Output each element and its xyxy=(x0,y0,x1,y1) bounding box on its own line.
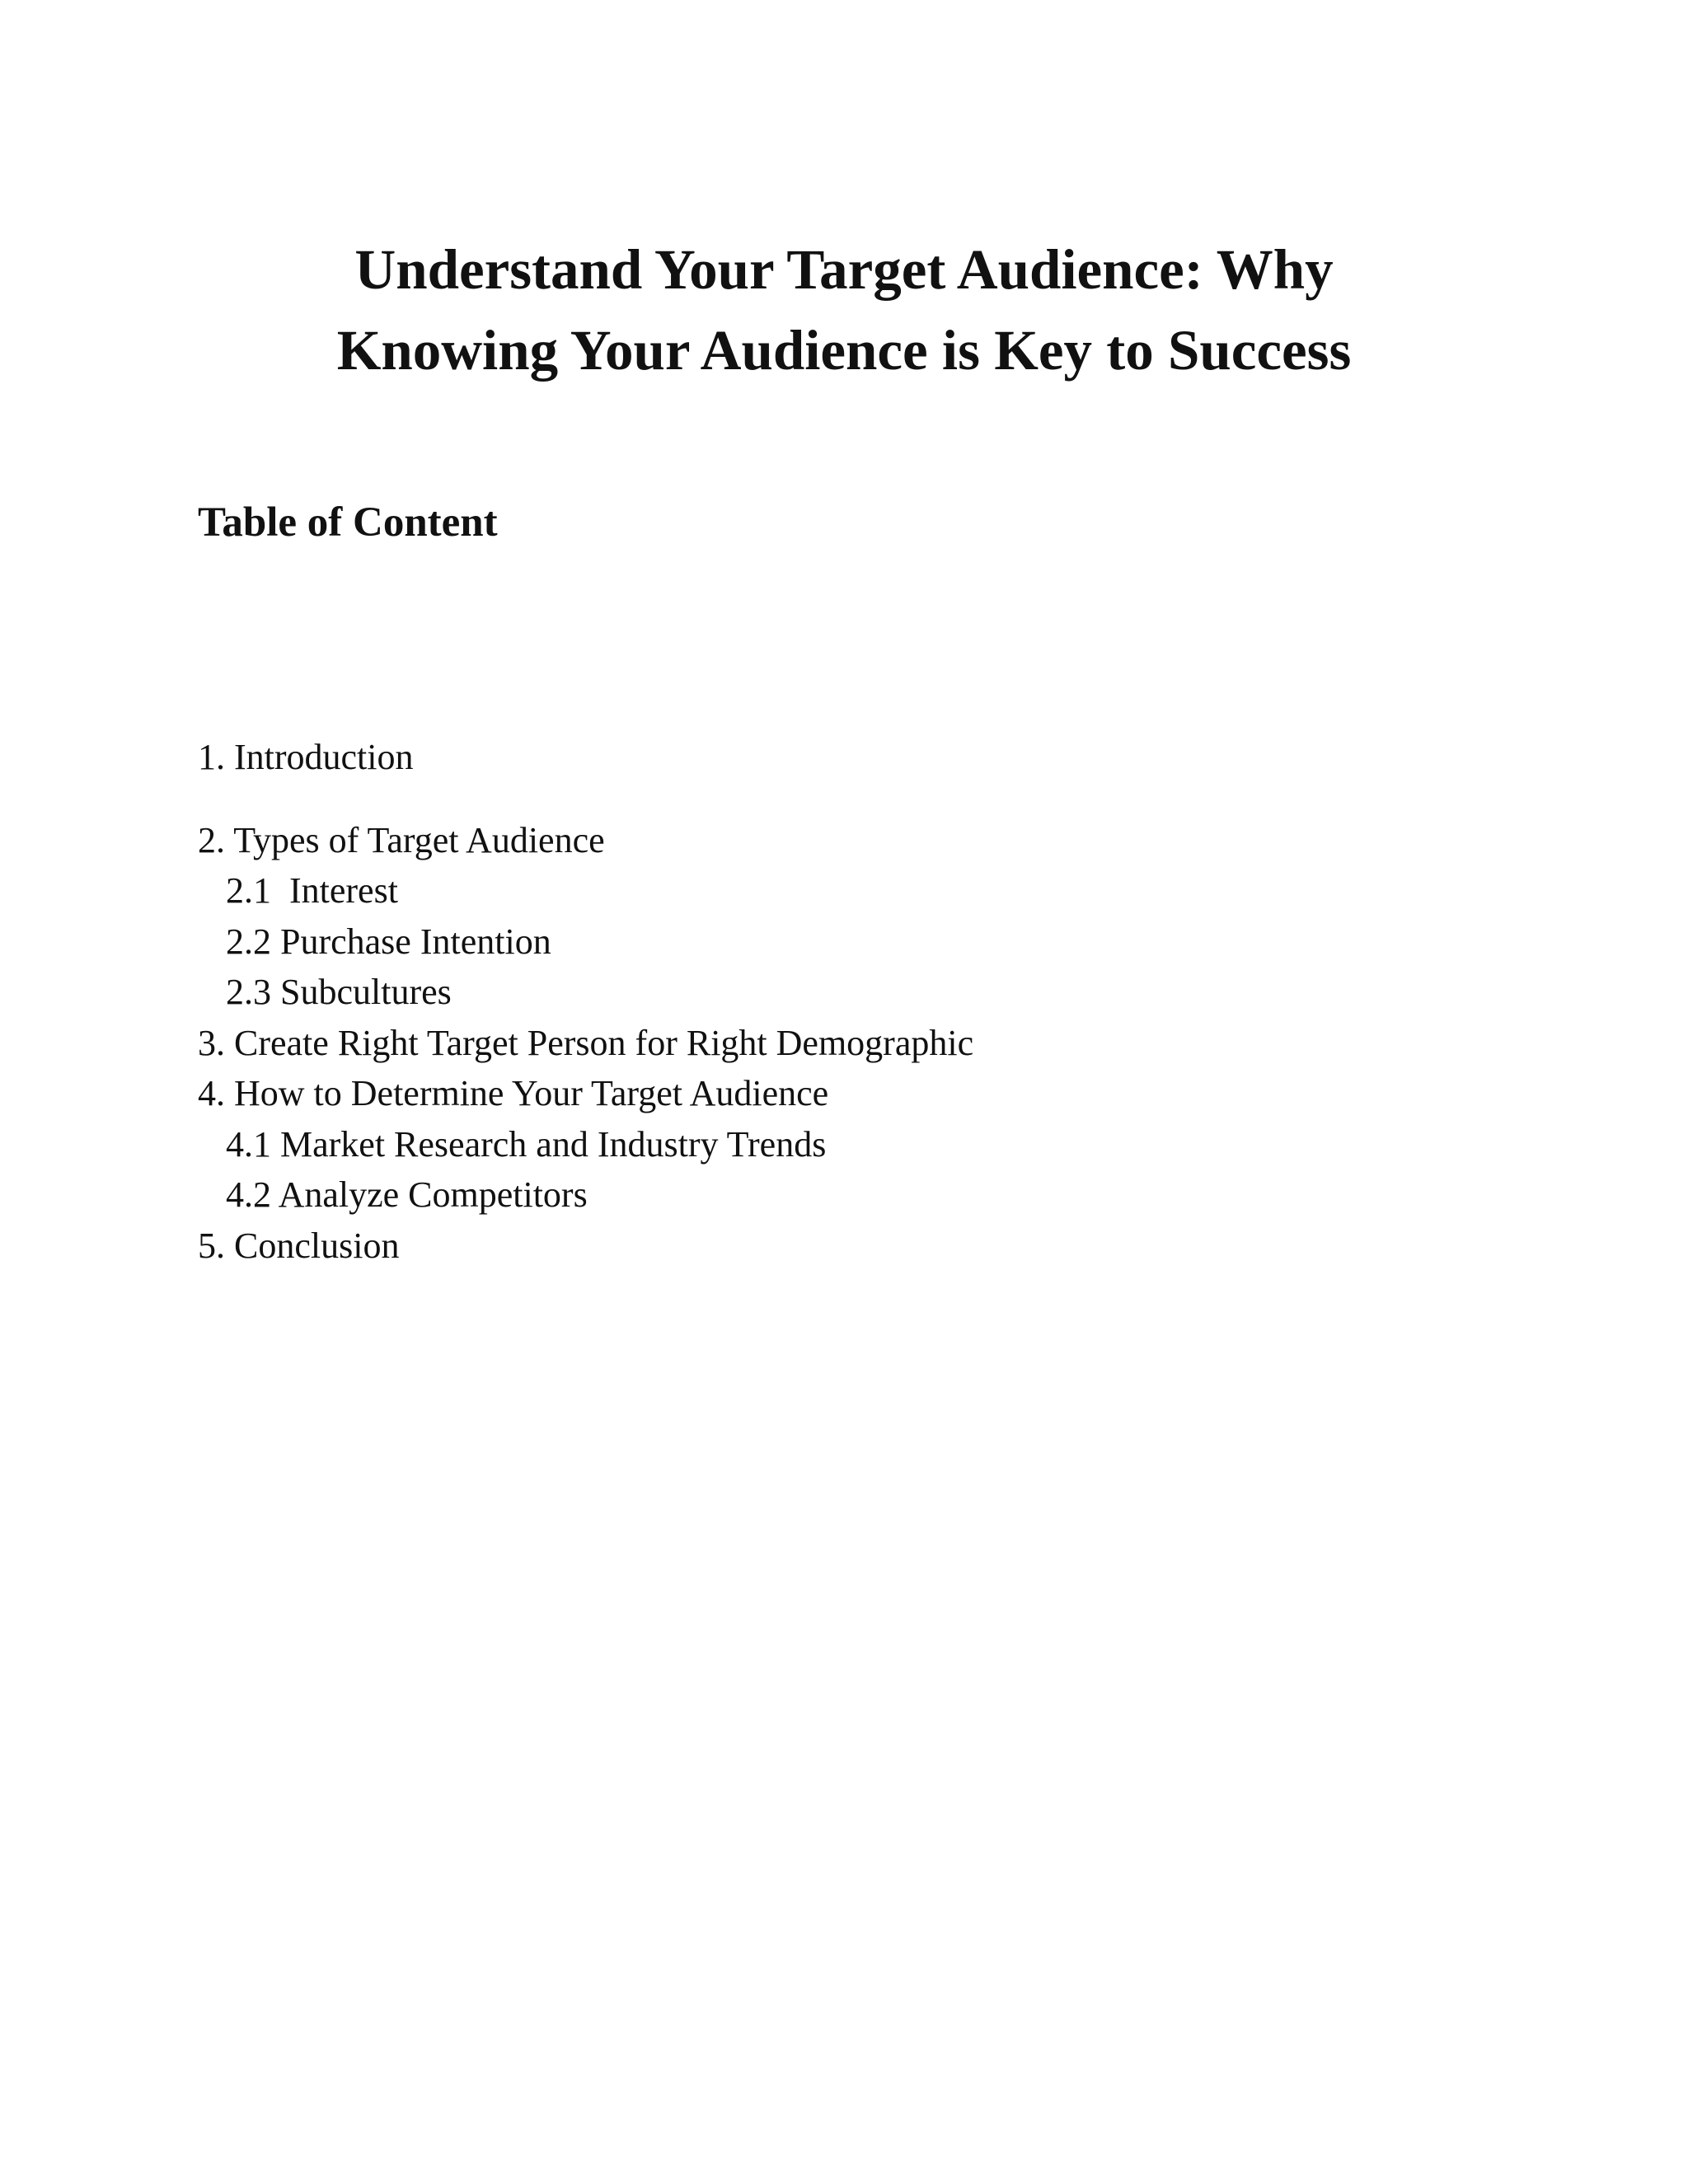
toc-item-market-research: 4.1 Market Research and Industry Trends xyxy=(226,1123,827,1165)
toc-item-conclusion: 5. Conclusion xyxy=(198,1225,400,1266)
title-line-2: Knowing Your Audience is Key to Success xyxy=(336,319,1352,382)
toc-heading: Table of Content xyxy=(198,499,498,546)
toc-item-types-of-target-audience: 2. Types of Target Audience xyxy=(198,819,605,860)
toc-item-subcultures: 2.3 Subcultures xyxy=(226,972,452,1012)
toc-item-interest: 2.1 Interest xyxy=(226,870,398,911)
toc-item-purchase-intention: 2.2 Purchase Intention xyxy=(226,921,551,962)
title-line-1: Understand Your Target Audience: Why xyxy=(354,238,1334,301)
document-title xyxy=(0,229,1688,391)
toc-item-introduction: 1. Introduction xyxy=(198,737,414,777)
toc-item-analyze-competitors: 4.2 Analyze Competitors xyxy=(226,1174,588,1215)
toc-item-how-to-determine-audience: 4. How to Determine Your Target Audience xyxy=(198,1073,829,1113)
table-of-contents xyxy=(198,732,973,1271)
toc-item-create-right-target-person: 3. Create Right Target Person for Right Demographic xyxy=(198,1022,974,1063)
